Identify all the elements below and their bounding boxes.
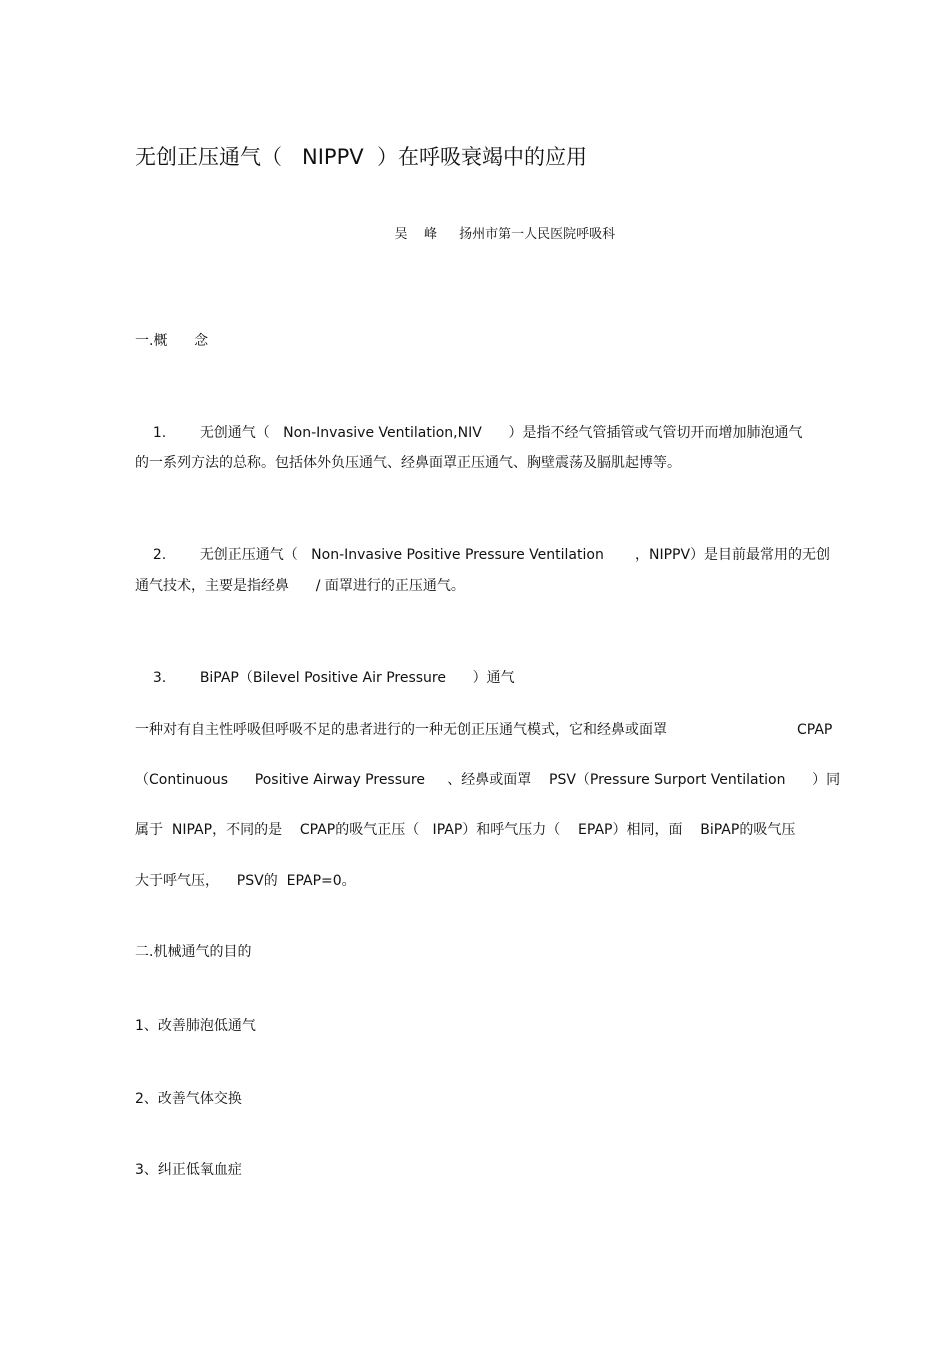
item1-text-line1: 无创通气（ Non-Invasive Ventilation,NIV ）是指不经气管插管或气管切开而增加肺泡通气 xyxy=(199,425,803,441)
item3-line1 xyxy=(135,651,515,705)
section2-item-3: 3、纠正低氧血症 xyxy=(135,1162,242,1178)
paragraph-line1-end: CPAP xyxy=(797,722,833,738)
section2-heading: 二.机械通气的目的 xyxy=(135,944,252,960)
author-affiliation: 扬州市第一人民医院呼吸科 xyxy=(459,227,616,242)
paragraph-line1: 一种对有自主性呼吸但呼吸不足的患者进行的一种无创正压通气模式，它和经鼻或面罩 xyxy=(135,722,667,738)
paragraph-line3: 属于 NIPAP，不同的是 CPAP的吸气正压（ IPAP）和呼气压力（ EPAP）相同，面 BiPAP的吸气压 xyxy=(135,822,796,838)
author-name: 吴 峰 xyxy=(394,227,438,242)
section1-heading: 一.概 念 xyxy=(135,333,209,349)
paragraph-line2: （Continuous Positive Airway Pressure 、经鼻或面罩 PSV（Pressure Surport Ventilation ）同 xyxy=(135,772,841,788)
item2-number: 2. xyxy=(152,547,167,563)
item2-text-line1: 无创正压通气（ Non-Invasive Positive Pressure Ventilation ，NIPPV）是目前最常用的无创 xyxy=(199,547,831,563)
item3-text-line1: BiPAP（Bilevel Positive Air Pressure ）通气 xyxy=(199,670,515,686)
item2-text-line2: 通气技术，主要是指经鼻 / 面罩进行的正压通气。 xyxy=(135,578,465,594)
section2-item-1: 1、改善肺泡低通气 xyxy=(135,1018,256,1034)
paragraph-line4: 大于呼气压， PSV的 EPAP=0。 xyxy=(135,873,356,889)
document-title: 无创正压通气（ NIPPV ）在呼吸衰竭中的应用 xyxy=(135,145,587,169)
item1-line1 xyxy=(135,406,803,460)
author-line xyxy=(378,208,615,262)
item2-line1 xyxy=(135,528,830,582)
item1-number: 1. xyxy=(152,425,167,441)
item3-number: 3. xyxy=(152,670,167,686)
item1-text-line2: 的一系列方法的总称。包括体外负压通气、经鼻面罩正压通气、胸壁震荡及膈肌起博等。 xyxy=(135,455,681,471)
section2-item-2: 2、改善气体交换 xyxy=(135,1091,242,1107)
